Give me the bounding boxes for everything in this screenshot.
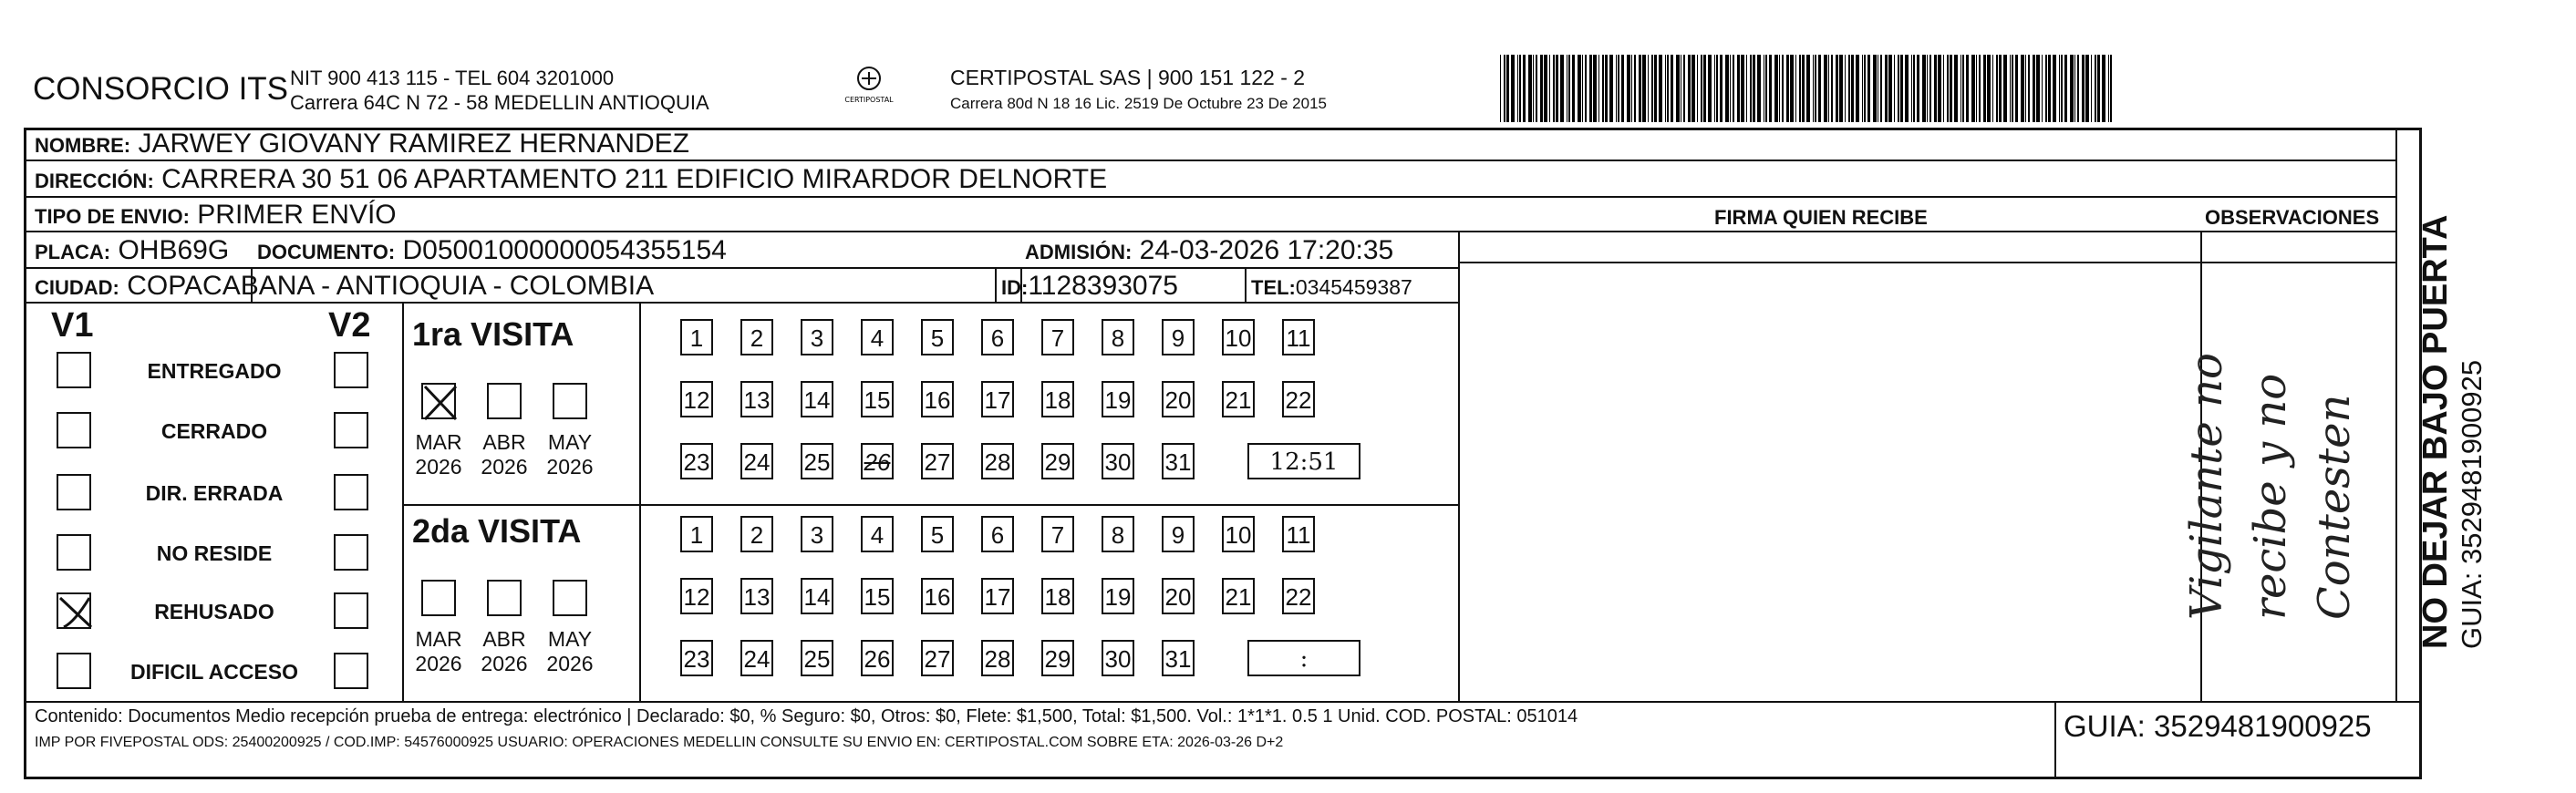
month-checkbox[interactable] [487, 383, 522, 419]
day-box[interactable]: 13 [740, 381, 773, 417]
direccion-label: DIRECCIÓN: [35, 170, 154, 192]
day-box[interactable]: 1 [680, 319, 713, 355]
status-label: CERRADO [160, 419, 268, 443]
day-box[interactable]: 30 [1102, 640, 1134, 676]
documento-row [257, 235, 727, 266]
day-box[interactable]: 12 [680, 578, 713, 614]
time-box[interactable]: 12:51 [1247, 443, 1360, 479]
month-year: 2026 [546, 652, 594, 675]
day-box[interactable]: 23 [680, 640, 713, 676]
day-box[interactable]: 25 [801, 640, 833, 676]
v1-checkbox[interactable] [57, 534, 91, 571]
day-box[interactable]: 7 [1041, 516, 1074, 552]
status-label: REHUSADO [154, 600, 274, 623]
month-name: MAR [415, 627, 462, 651]
day-box[interactable]: 10 [1222, 319, 1255, 355]
checkmark-icon [423, 385, 458, 421]
day-box[interactable]: 28 [981, 640, 1014, 676]
v1-checkbox[interactable] [57, 592, 91, 629]
day-box[interactable]: 18 [1041, 578, 1074, 614]
day-box[interactable]: 15 [861, 381, 894, 417]
company-info [290, 66, 709, 115]
visit-title: 2da VISITA [412, 512, 582, 550]
contenido-line: Contenido: Documentos Medio recepción prueba de entrega: electrónico | Declarado: $0, % Seguro: $0, Otros: $0, Flete: $1,500, Total: $1,500. Vol.: 1*1*1. 0.5 1 Unid. COD. POSTAL: 051014 [35, 706, 1578, 726]
month-name: MAY [547, 627, 593, 651]
v2-checkbox[interactable] [334, 474, 368, 510]
certipostal-line: CERTIPOSTAL SAS | 900 151 122 - 2 [950, 66, 1306, 89]
ciudad-value: COPACABANA - ANTIOQUIA - COLOMBIA [127, 271, 655, 301]
month-name: ABR [482, 627, 526, 651]
day-box[interactable]: 20 [1162, 381, 1195, 417]
day-box[interactable]: 16 [921, 381, 954, 417]
firma-label: FIRMA QUIEN RECIBE [1714, 206, 1928, 229]
day-box[interactable]: 9 [1162, 516, 1195, 552]
month-label [543, 430, 597, 479]
status-label: ENTREGADO [147, 359, 282, 383]
day-box[interactable]: 19 [1102, 381, 1134, 417]
company-name: CONSORCIO ITS [33, 71, 289, 107]
tipo-envio-value: PRIMER ENVÍO [197, 200, 397, 230]
v2-checkbox[interactable] [334, 412, 368, 448]
address-line: Carrera 64C N 72 - 58 MEDELLIN ANTIOQUIA [290, 91, 709, 114]
v2-checkbox[interactable] [334, 534, 368, 571]
day-box[interactable]: 12 [680, 381, 713, 417]
side-note [2416, 215, 2488, 649]
day-box[interactable]: 31 [1162, 443, 1195, 479]
tel-value: 0345459387 [1295, 275, 1412, 299]
tel-label: TEL: [1251, 276, 1296, 299]
checkmark-icon [58, 594, 93, 631]
day-box[interactable]: 5 [921, 516, 954, 552]
day-box[interactable]: 14 [801, 578, 833, 614]
no-dejar-text: NO DEJAR BAJO PUERTA [2416, 214, 2455, 649]
day-box[interactable]: 31 [1162, 640, 1195, 676]
day-box[interactable]: 4 [861, 516, 894, 552]
barcode [1500, 55, 2175, 122]
day-box[interactable]: 25 [801, 443, 833, 479]
direccion-row [35, 164, 1107, 195]
admision-label: ADMISIÓN: [1025, 241, 1133, 263]
obs-line-3: Contesten [2309, 394, 2360, 620]
day-box[interactable]: 18 [1041, 381, 1074, 417]
certipostal-logo [837, 64, 901, 109]
nombre-value: JARWEY GIOVANY RAMIREZ HERNANDEZ [138, 129, 689, 159]
day-box[interactable]: 2 [740, 516, 773, 552]
v2-checkbox[interactable] [334, 592, 368, 629]
day-box[interactable]: 1 [680, 516, 713, 552]
day-box[interactable]: 14 [801, 381, 833, 417]
day-box[interactable]: 20 [1162, 578, 1195, 614]
side-guia: GUIA: 3529481900925 [2456, 359, 2488, 649]
day-box[interactable]: 17 [981, 381, 1014, 417]
day-box[interactable]: 23 [680, 443, 713, 479]
v2-checkbox[interactable] [334, 653, 368, 689]
day-box[interactable]: 15 [861, 578, 894, 614]
day-box[interactable]: 6 [981, 516, 1014, 552]
day-box[interactable]: 11 [1282, 516, 1315, 552]
day-box[interactable]: 27 [921, 443, 954, 479]
observaciones-handwriting [2175, 353, 2366, 620]
day-box[interactable]: 4 [861, 319, 894, 355]
day-box[interactable]: 22 [1282, 381, 1315, 417]
v1-label: V1 [51, 306, 94, 345]
v1-checkbox[interactable] [57, 352, 91, 388]
day-box[interactable]: 2 [740, 319, 773, 355]
admision-value: 24-03-2026 17:20:35 [1139, 235, 1394, 265]
day-box[interactable]: 9 [1162, 319, 1195, 355]
ciudad-row [35, 271, 654, 302]
day-box[interactable]: 26 [861, 443, 894, 479]
ciudad-label: CIUDAD: [35, 276, 119, 299]
day-box[interactable]: 21 [1222, 381, 1255, 417]
logo-text: CERTIPOSTAL [844, 96, 894, 104]
month-year: 2026 [415, 455, 462, 479]
certipostal-license: Carrera 80d N 18 16 Lic. 2519 De Octubre 23 De 2015 [950, 95, 1327, 112]
status-label: DIFICIL ACCESO [129, 660, 298, 684]
day-box[interactable]: 24 [740, 640, 773, 676]
month-label [543, 627, 597, 676]
day-box[interactable]: 19 [1102, 578, 1134, 614]
day-box[interactable]: 8 [1102, 516, 1134, 552]
day-box[interactable]: 11 [1282, 319, 1315, 355]
day-box[interactable]: 26 [861, 640, 894, 676]
day-box[interactable]: 29 [1041, 640, 1074, 676]
month-name: MAY [547, 430, 593, 454]
month-year: 2026 [546, 455, 594, 479]
day-box[interactable]: 29 [1041, 443, 1074, 479]
month-checkbox[interactable] [553, 580, 587, 616]
day-box[interactable]: 6 [981, 319, 1014, 355]
month-checkbox[interactable] [421, 580, 456, 616]
id-value: 1128393075 [1028, 271, 1178, 301]
id-label: ID: [1001, 276, 1029, 299]
month-checkbox[interactable] [487, 580, 522, 616]
month-year: 2026 [415, 652, 462, 675]
month-label [477, 430, 532, 479]
observaciones-label: OBSERVACIONES [2205, 206, 2380, 229]
month-year: 2026 [481, 455, 528, 479]
tipo-envio-label: TIPO DE ENVIO: [35, 205, 190, 228]
nombre-row [35, 129, 689, 160]
day-box[interactable]: 16 [921, 578, 954, 614]
signature-area[interactable] [1457, 263, 2174, 698]
month-name: ABR [482, 430, 526, 454]
status-label: DIR. ERRADA [145, 481, 284, 505]
month-label [411, 627, 466, 676]
obs-line-2: recibe y no [2245, 373, 2296, 620]
v2-checkbox[interactable] [334, 352, 368, 388]
nombre-label: NOMBRE: [35, 134, 131, 157]
day-box[interactable]: 13 [740, 578, 773, 614]
documento-value: D05001000000054355154 [402, 235, 727, 265]
impresion-line: IMP POR FIVEPOSTAL ODS: 25400200925 / COD.IMP: 54576000925 USUARIO: OPERACIONES MEDELLIN CONSULTE SU ENVIO EN: CERTIPOSTAL.COM SOBRE ETA: 2026-03-26 D+2 [35, 735, 1284, 750]
day-box[interactable]: 10 [1222, 516, 1255, 552]
v2-label: V2 [328, 306, 371, 345]
day-box[interactable]: 28 [981, 443, 1014, 479]
admision-row [1025, 235, 1393, 266]
direccion-value: CARRERA 30 51 06 APARTAMENTO 211 EDIFICIO MIRARDOR DELNORTE [161, 164, 1108, 194]
v1-checkbox[interactable] [57, 474, 91, 510]
placa-row [35, 235, 229, 266]
day-box[interactable]: 21 [1222, 578, 1255, 614]
day-box[interactable]: 30 [1102, 443, 1134, 479]
obs-line-1: Vigilante no [2181, 353, 2232, 620]
tel-row [1251, 275, 1412, 300]
placa-label: PLACA: [35, 241, 111, 263]
month-checkbox[interactable] [553, 383, 587, 419]
v1-checkbox[interactable] [57, 412, 91, 448]
day-box[interactable]: 5 [921, 319, 954, 355]
time-box[interactable]: : [1247, 640, 1360, 676]
month-checkbox[interactable] [421, 383, 456, 419]
month-name: MAR [415, 430, 462, 454]
visit-title: 1ra VISITA [412, 315, 574, 353]
nit-line: NIT 900 413 115 - TEL 604 3201000 [290, 67, 615, 89]
day-box[interactable]: 22 [1282, 578, 1315, 614]
day-box[interactable]: 7 [1041, 319, 1074, 355]
day-box[interactable]: 3 [801, 516, 833, 552]
documento-label: DOCUMENTO: [257, 241, 396, 263]
day-box[interactable]: 27 [921, 640, 954, 676]
day-box[interactable]: 8 [1102, 319, 1134, 355]
month-label [411, 430, 466, 479]
month-year: 2026 [481, 652, 528, 675]
guia-number: GUIA: 3529481900925 [2064, 709, 2372, 743]
status-label: NO RESIDE [156, 541, 273, 565]
day-box[interactable]: 17 [981, 578, 1014, 614]
placa-value: OHB69G [118, 235, 230, 265]
month-label [477, 627, 532, 676]
day-box[interactable]: 3 [801, 319, 833, 355]
v1-checkbox[interactable] [57, 653, 91, 689]
day-box[interactable]: 24 [740, 443, 773, 479]
id-row [1001, 271, 1178, 302]
tipo-envio-row [35, 200, 397, 231]
